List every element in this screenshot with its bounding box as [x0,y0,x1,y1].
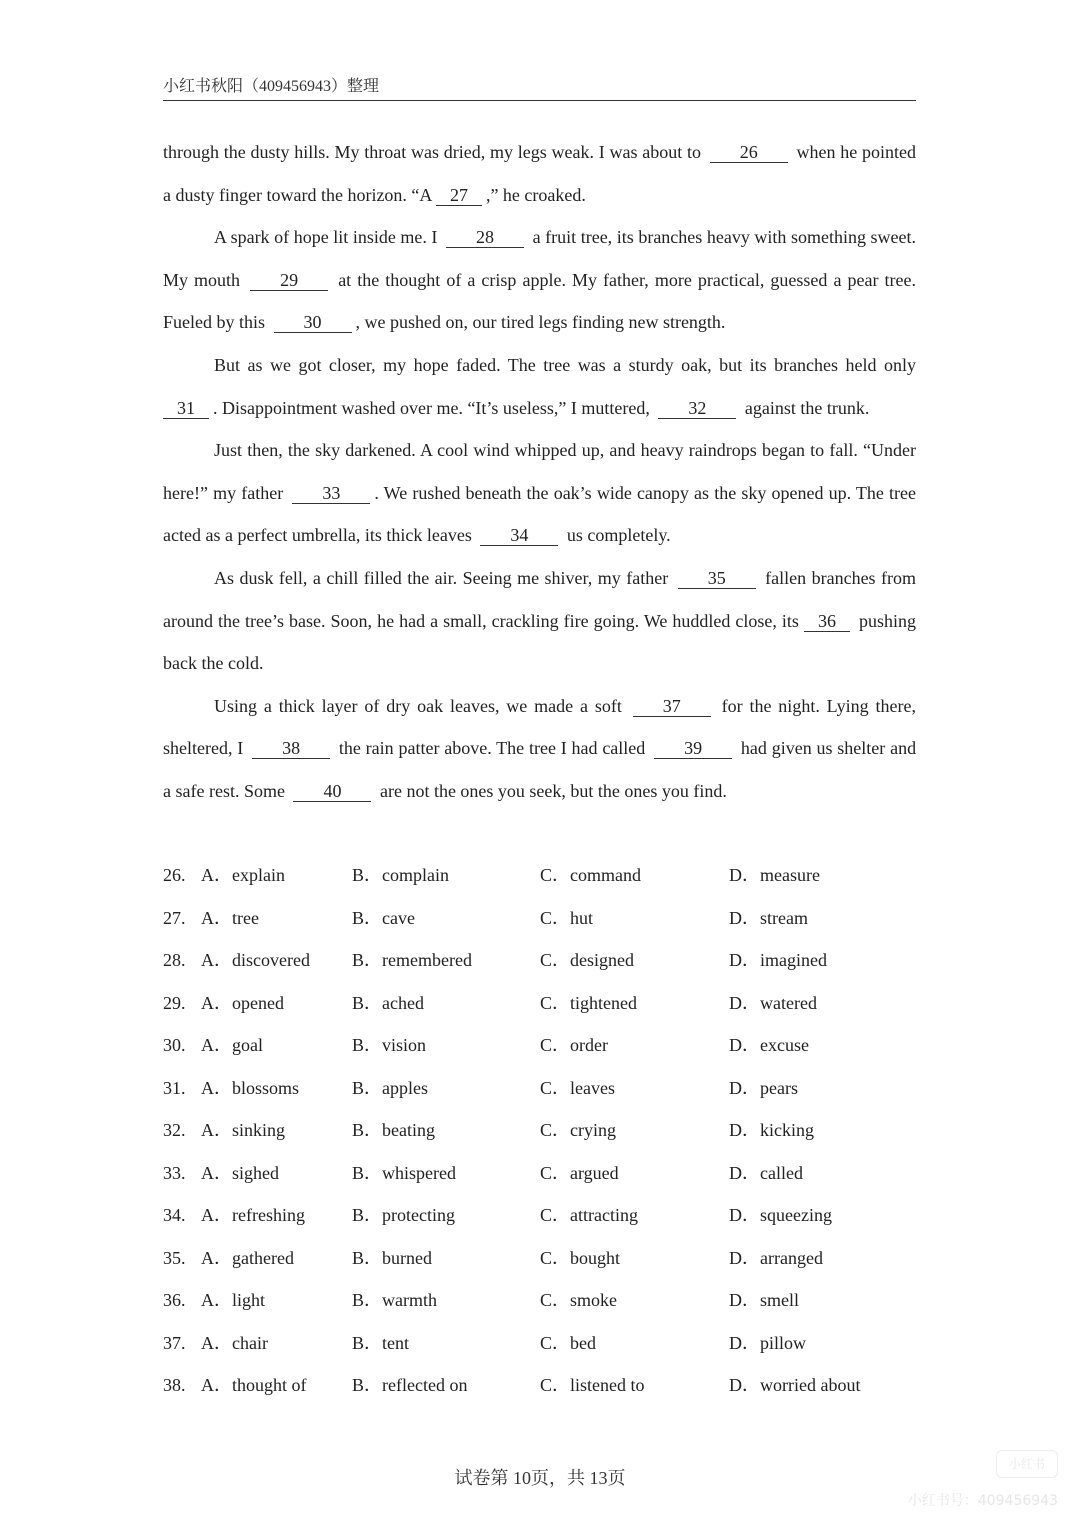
question-27 [163,897,923,940]
option-b: B．ached [352,992,424,1013]
question-number: 33. [163,1162,186,1183]
option-d: D．smell [729,1290,799,1310]
option-d: D．stream [729,907,808,928]
blank-27: 27 [436,185,482,206]
watermark-logo: 小红书 [996,1450,1058,1478]
option-b: B．remembered [352,950,472,970]
option-c: C．tightened [540,992,637,1013]
blank-30: 30 [274,312,352,333]
option-d: D．pears [729,1077,798,1098]
question-30 [163,1024,923,1067]
question-number: 32. [163,1120,186,1140]
question-number: 36. [163,1290,186,1310]
option-d: D．measure [729,865,820,885]
blank-29: 29 [250,270,328,291]
blank-40: 40 [293,781,371,802]
option-a: A．goal [201,1035,263,1055]
question-number: 34. [163,1205,186,1225]
blank-36: 36 [804,611,850,632]
question-37 [163,1322,923,1365]
question-number: 38. [163,1375,186,1395]
question-31 [163,1067,923,1110]
question-28 [163,939,923,982]
paragraph-2: A spark of hope lit inside me. I 28 a fruit tree, its branches heavy with something sweet. My mouth 29 at the thought of a crisp apple. My father, more practical, guessed a pear tree. Fueled by this 30 , we pushed on, our tired legs finding new strength. [163,227,917,333]
option-a: A．opened [201,992,284,1013]
blank-37: 37 [633,696,711,717]
question-number: 37. [163,1332,186,1353]
option-a: A．explain [201,865,285,885]
question-number: 29. [163,992,186,1013]
option-d: D．imagined [729,950,827,970]
question-number: 35. [163,1247,186,1268]
option-b: B．apples [352,1077,428,1098]
option-b: B．burned [352,1247,432,1268]
option-d: D．worried about [729,1375,861,1395]
option-a: A．thought of [201,1375,307,1395]
option-c: C．listened to [540,1375,645,1395]
paragraph-5: As dusk fell, a chill filled the air. Seeing me shiver, my father 35 fallen branches from around the tree’s base. Soon, he had a small, crackling fire going. We huddled close, its 36 pushing back the cold. [163,567,917,674]
paragraph-1: through the dusty hills. My throat was dried, my legs weak. I was about to 26 when he pointed a dusty finger toward the horizon. “A 27 ,” he croaked. [163,142,917,205]
options-list [163,854,923,1407]
option-a: A．sighed [201,1162,279,1183]
question-33 [163,1152,923,1195]
paragraph-6: Using a thick layer of dry oak leaves, we made a soft 37 for the night. Lying there, sheltered, I 38 the rain patter above. The tree I had called 39 had given us shelter and a safe rest. Some 40 are not the ones you seek, but the ones you find. [163,695,917,801]
question-38 [163,1364,923,1407]
option-a: A．gathered [201,1247,294,1268]
blank-35: 35 [678,568,756,589]
option-c: C．designed [540,950,634,970]
question-34 [163,1194,923,1237]
blank-38: 38 [252,738,330,759]
blank-26: 26 [710,142,788,163]
blank-31: 31 [163,398,209,419]
option-b: B．tent [352,1332,409,1353]
question-36 [163,1279,923,1322]
option-a: A．sinking [201,1120,286,1140]
option-c: C．hut [540,907,594,928]
question-29 [163,982,923,1025]
option-d: D．arranged [729,1247,823,1268]
option-c: C．order [540,1035,608,1055]
blank-33: 33 [292,483,370,504]
option-c: C．crying [540,1120,616,1140]
question-number: 31. [163,1077,186,1098]
passage [163,131,916,813]
option-a: A．tree [201,907,259,928]
option-b: B．beating [352,1120,435,1140]
option-d: D．excuse [729,1035,809,1055]
option-c: C．argued [540,1162,619,1183]
question-32 [163,1109,923,1152]
blank-28: 28 [446,227,524,248]
question-35 [163,1237,923,1280]
option-d: D．kicking [729,1120,814,1140]
option-b: B．reflected on [352,1375,468,1395]
option-b: B．vision [352,1035,427,1055]
blank-34: 34 [480,525,558,546]
option-d: D．watered [729,992,817,1013]
option-a: A．chair [201,1332,268,1353]
blank-39: 39 [654,738,732,759]
question-number: 30. [163,1035,186,1055]
question-26 [163,854,923,897]
option-d: D．pillow [729,1332,807,1353]
paragraph-4: Just then, the sky darkened. A cool wind whipped up, and heavy raindrops began to fall. “Under here!” my father 33 . We rushed beneath the oak’s wide canopy as the sky opened up. The tree acted as a perfect umbrella, its thick leaves 34 us completely. [163,440,916,546]
page-footer: 试卷第 10页，共 13页 [454,1468,626,1488]
option-b: B．protecting [352,1205,455,1225]
option-c: C．attracting [540,1205,638,1225]
option-c: C．command [540,865,641,885]
option-d: D．squeezing [729,1205,832,1225]
option-a: A．light [201,1290,266,1310]
option-c: C．smoke [540,1290,618,1310]
option-a: A．refreshing [201,1205,305,1225]
paragraph-3: But as we got closer, my hope faded. The tree was a sturdy oak, but its branches held only 31 . Disappointment washed over me. “It’s useless,” I muttered, 32 against the trunk. [163,344,916,429]
option-b: B．complain [352,865,449,885]
question-number: 28. [163,950,186,970]
option-c: C．bought [540,1247,621,1268]
option-b: B．whispered [352,1162,456,1183]
blank-32: 32 [658,398,736,419]
page-header: 小红书秋阳（409456943）整理 [163,76,916,101]
question-number: 26. [163,865,186,885]
option-c: C．leaves [540,1077,615,1098]
question-number: 27. [163,907,186,928]
option-b: B．warmth [352,1290,437,1310]
option-c: C．bed [540,1332,596,1353]
option-a: A．discovered [201,950,310,970]
watermark-id: 小红书号：409456943 [907,1493,1058,1509]
option-b: B．cave [352,907,415,928]
option-d: D．called [729,1162,803,1183]
option-a: A．blossoms [201,1077,300,1098]
